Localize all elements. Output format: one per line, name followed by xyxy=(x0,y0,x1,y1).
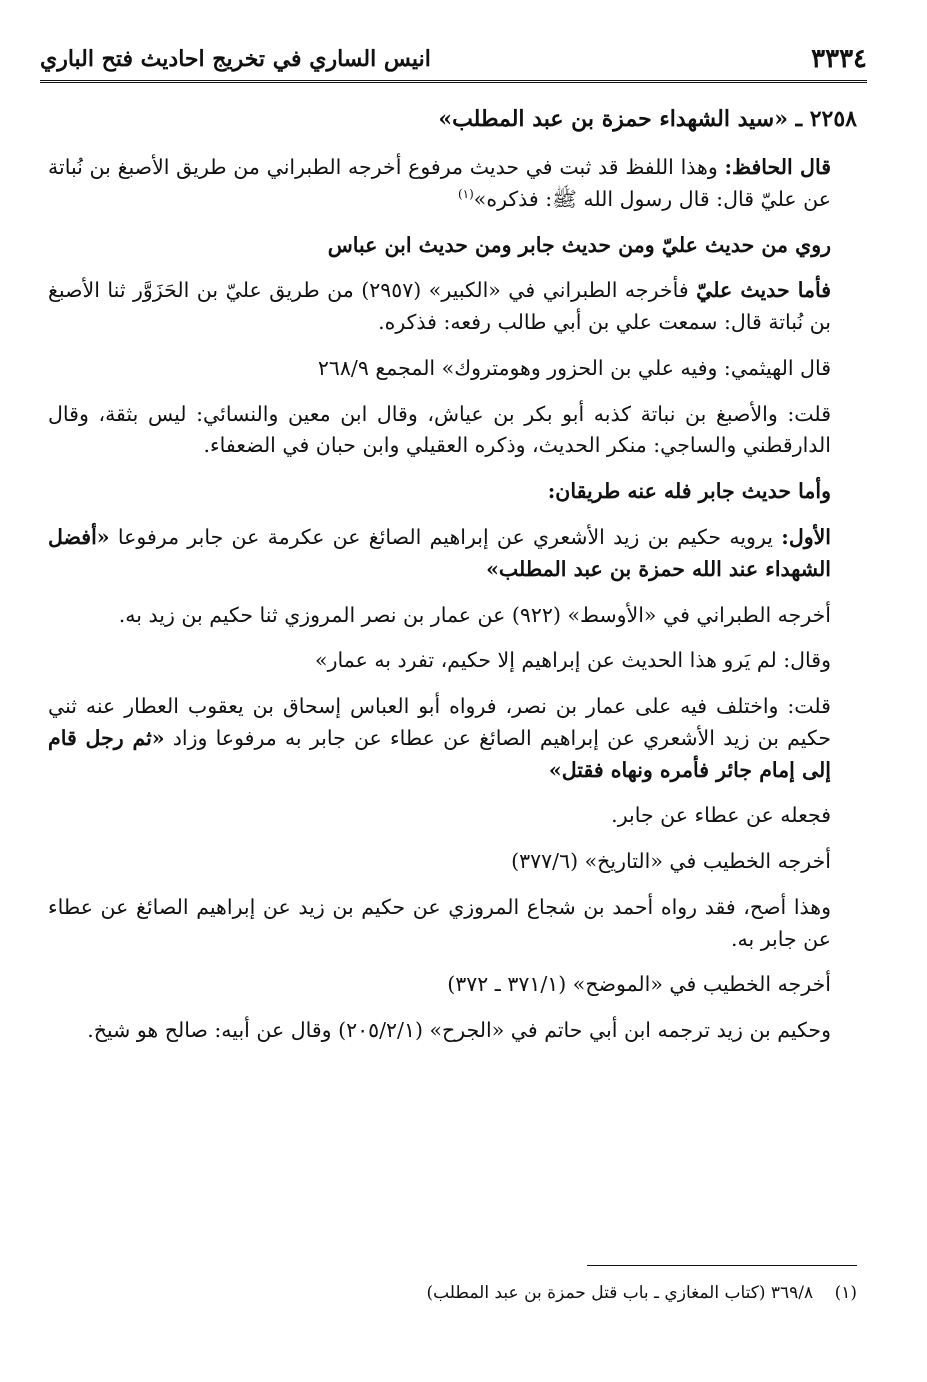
hadith-title: ٢٢٥٨ ـ «سيد الشهداء حمزة بن عبد المطلب» xyxy=(438,106,857,132)
paragraph-text: أخرجه الخطيب في «التاريخ» (٣٧٧/٦) xyxy=(511,849,831,874)
paragraph xyxy=(48,230,857,262)
paragraph xyxy=(48,399,857,463)
footnote-text: ٣٦٩/٨ (كتاب المغازي ـ باب قتل حمزة بن عبد المطلب) xyxy=(426,1283,814,1303)
paragraph-text: وحكيم بن زيد ترجمه ابن أبي حاتم في «الجرح» (٢٠٥/٢/١) وقال عن أبيه: صالح هو شيخ. xyxy=(87,1018,831,1043)
paragraph xyxy=(48,600,857,632)
paragraph xyxy=(48,353,857,385)
paragraph xyxy=(48,846,857,878)
paragraph-lead: فأما حديث عليّ xyxy=(696,278,832,303)
paragraph-lead: الأول: xyxy=(781,524,831,549)
page-body xyxy=(48,102,857,1061)
footnote-ref: (١) xyxy=(457,187,474,202)
paragraph-text: وقال: لم يَرو هذا الحديث عن إبراهيم إلا حكيم، تفرد به عمار» xyxy=(315,648,831,673)
paragraph-text: قال الهيثمي: وفيه علي بن الحزور وهومتروك» المجمع ٢٦٨/٩ xyxy=(317,355,831,380)
paragraph-text: فأخرجه الطبراني في «الكبير» (٢٩٥٧) من طريق عليّ بن الحَزَوَّر ثنا الأصبغ بن نُباتة قال: سمعت علي بن أبي طالب رفعه: فذكره. xyxy=(48,278,831,335)
paragraph-text: يرويه حكيم بن زيد الأشعري عن إبراهيم الصائغ عن عكرمة عن جابر مرفوعا xyxy=(109,524,782,549)
paragraph xyxy=(48,152,857,216)
footnote-number: (١) xyxy=(834,1283,857,1303)
paragraph-lead: روي من حديث عليّ ومن حديث جابر ومن حديث ابن عباس xyxy=(327,232,831,257)
footnote-separator xyxy=(587,1265,857,1266)
paragraph xyxy=(48,892,857,956)
paragraph-text: أخرجه الطبراني في «الأوسط» (٩٢٢) عن عمار بن نصر المروزي ثنا حكيم بن زيد به. xyxy=(118,602,831,627)
paragraph-text: أخرجه الخطيب في «الموضح» (٣٧١/١ ـ ٣٧٢) xyxy=(447,972,831,997)
paragraph xyxy=(48,275,857,339)
paragraph xyxy=(48,645,857,677)
paragraph xyxy=(48,691,857,786)
paragraph-lead: وأما حديث جابر فله عنه طريقان: xyxy=(547,479,831,504)
paragraph-text: وهذا اللفظ قد ثبت في حديث مرفوع أخرجه الطبراني من طريق الأصبغ بن نُباتة عن عليّ قال: قال رسول الله ﷺ: فذكره» xyxy=(48,155,831,211)
running-title: انيس الساري في تخريج احاديث فتح الباري xyxy=(40,46,431,72)
paragraph-quote: «ثم رجل قام إلى إمام جائر فأمره ونهاه فقتل» xyxy=(48,725,831,782)
paragraph-quote: «أفضل الشهداء عند الله حمزة بن عبد المطلب» xyxy=(48,524,831,581)
paragraph-text: قلت: واختلف فيه على عمار بن نصر، فرواه أبو العباس إسحاق بن يعقوب العطار عنه ثني حكيم بن زيد الأشعري عن إبراهيم الصائغ عن عطاء عن جابر به مرفوعا وزاد xyxy=(48,694,831,750)
paragraph xyxy=(48,1015,857,1047)
paragraph-text: قلت: والأصبغ بن نباتة كذبه أبو بكر بن عياش، وقال ابن معين والنسائي: ليس بثقة، وقال الدارقطني والساجي: منكر الحديث، وذكره العقيلي وابن حبان في الضعفاء. xyxy=(48,401,831,458)
page-header xyxy=(40,38,867,83)
paragraph-lead: قال الحافظ: xyxy=(724,155,831,180)
paragraph-text: وهذا أصح، فقد رواه أحمد بن شجاع المروزي عن حكيم بن زيد عن إبراهيم الصائغ عن عطاء عن جابر به. xyxy=(48,894,831,951)
footnote xyxy=(48,1283,857,1303)
paragraph xyxy=(48,476,857,508)
page-number: ٣٣٣٤ xyxy=(811,44,867,74)
paragraph xyxy=(48,969,857,1001)
paragraph xyxy=(48,800,857,832)
paragraph-text: فجعله عن عطاء عن جابر. xyxy=(611,803,831,828)
paragraph xyxy=(48,522,857,586)
